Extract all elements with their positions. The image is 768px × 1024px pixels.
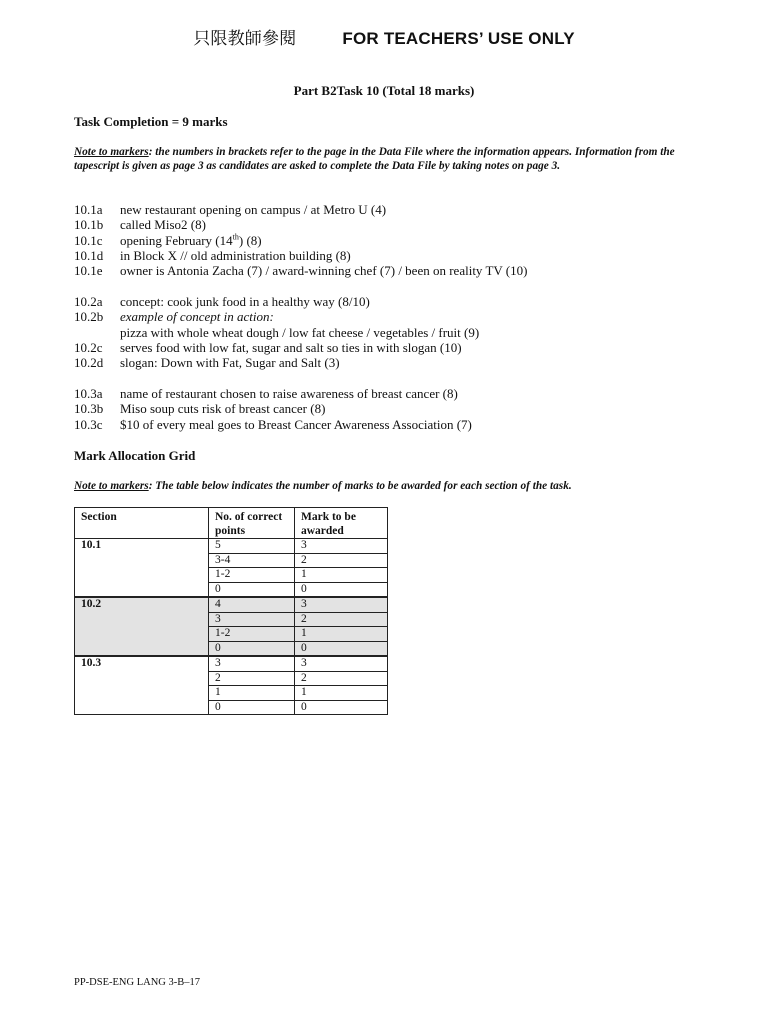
list-item: 10.1a new restaurant opening on campus / at Metro U (4) [74,202,387,217]
table-row: 0 0 [75,700,388,715]
list-item: 10.2c serves food with low fat, sugar and salt so ties in with slogan (10) [74,339,462,355]
list-item: 10.1b called Miso2 (8) [74,217,206,233]
table-row: 3-4 2 [75,553,388,568]
list-item: 10.1e owner is Antonia Zacha (7) / award-winning chef (7) / been on reality TV (10) [74,263,528,279]
list-item: 10.3a name of restaurant chosen to raise awareness of breast cancer (8) [74,386,458,401]
col-header-section: Section [75,508,209,539]
list-item: 10.2a concept: cook junk food in a healthy way (8/10) [74,294,370,309]
answer-group-10-3 [74,386,694,432]
note-label: Note to markers [74,146,149,158]
table-row: 0 0 [75,641,388,656]
mark-allocation-table [74,507,388,715]
answer-group-10-2 [74,294,694,370]
table-row: 1 1 [75,686,388,701]
list-item: 10.2d slogan: Down with Fat, Sugar and Salt (3) [74,355,340,371]
page-header [0,24,768,49]
section-cell: 10.1 [75,539,209,598]
page-footer: PP-DSE-ENG LANG 3-B–17 [74,977,200,988]
list-item: 10.1c opening February (14th) (8) [74,232,262,248]
mark-grid-heading: Mark Allocation Grid [74,448,196,463]
answer-group-10-1 [74,202,694,278]
section-cell: 10.3 [75,656,209,715]
table-row: 0 0 [75,582,388,597]
note-text: : the numbers in brackets refer to the page in the Data File where the information appears. Information from the tapescript is given as page 3 as candidates are asked to complete the Data File by taking notes on page 3. [74,146,675,172]
list-item: pizza with whole wheat dough / low fat cheese / vegetables / fruit (9) [120,324,480,340]
task-completion-heading: Task Completion = 9 marks [74,114,228,129]
note-to-markers-1 [74,145,694,173]
list-item: 10.1d in Block X // old administration building (8) [74,247,351,263]
note-label: Note to markers [74,480,149,492]
list-item: 10.2b example of concept in action: [74,309,274,325]
table-row: 3 2 [75,612,388,627]
note-text: : The table below indicates the number of marks to be awarded for each section of the task. [148,480,572,492]
table-header-row [75,508,388,539]
col-header-correct-points: No. of correct points [209,508,295,539]
list-item: 10.3c $10 of every meal goes to Breast Cancer Awareness Association (7) [74,416,472,432]
header-chinese: 只限教師參閱 [193,29,297,48]
table-row: 2 2 [75,671,388,686]
list-item: 10.3b Miso soup cuts risk of breast cancer (8) [74,401,326,417]
table-row: 10.3 3 3 [75,656,388,671]
header-english: FOR TEACHERS’ USE ONLY [342,29,575,48]
table-row: 1-2 1 [75,568,388,583]
table-row: 10.1 5 3 [75,539,388,554]
table-row: 10.2 4 3 [75,597,388,612]
col-header-mark: Mark to be awarded [295,508,388,539]
section-cell: 10.2 [75,597,209,656]
part-title: Part B2Task 10 (Total 18 marks) [293,83,475,98]
note-to-markers-2 [74,479,694,493]
table-row: 1-2 1 [75,627,388,642]
